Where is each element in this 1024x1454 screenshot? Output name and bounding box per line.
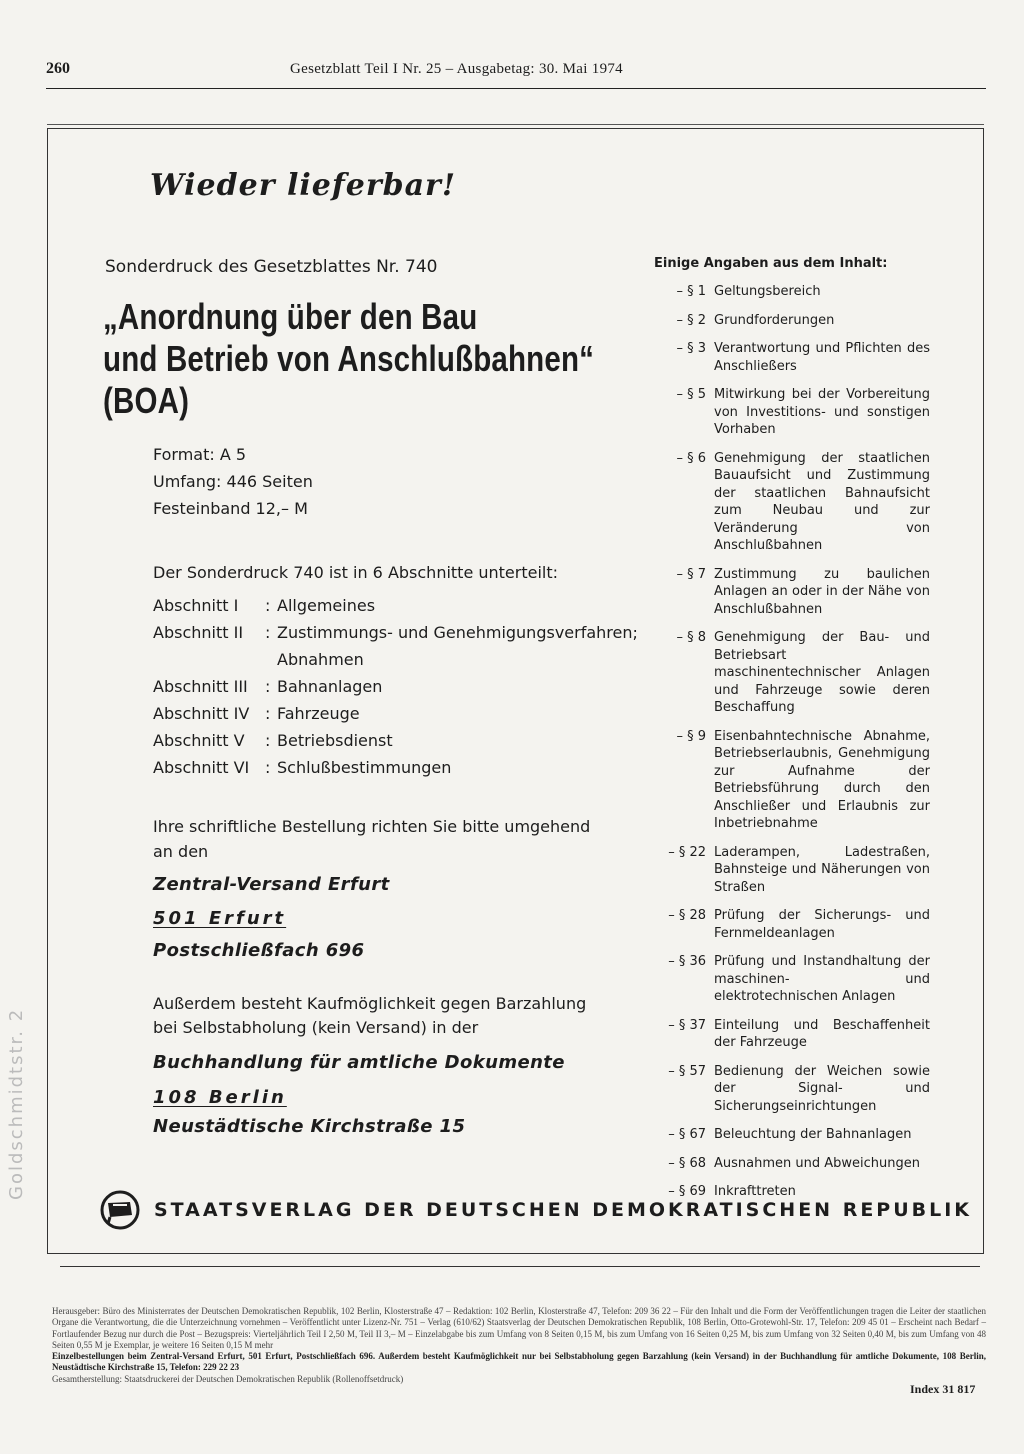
paragraph-title: Prüfung der Sicherungs- und Fernmeldeanlagen [714, 908, 930, 941]
page-number: 260 [46, 60, 70, 77]
contents-item [640, 1017, 930, 1052]
section-text: Zustimmungs- und Genehmigungsverfahren; [277, 623, 638, 642]
imprint-ordering-info: Einzelbestellungen beim Zentral-Versand Erfurt, 501 Erfurt, Postschließfach 696. Außerdem besteht Kaufmöglichkeit nur bei Selbstabholung gegen Barzahlung (kein Versand) in der Buchhandlung für amtliche Dokumente, 108 Berlin, Neustädtische Kirchstraße 15, Telefon: 229 22 23 [52, 1351, 986, 1373]
paragraph-title: Ausnahmen und Abweichungen [714, 1155, 920, 1171]
paragraph-number: – § 3 [676, 341, 706, 356]
special-print-subtitle: Sonderdruck des Gesetzblattes Nr. 740 [105, 257, 438, 277]
contents-item [640, 1063, 930, 1116]
section-sep: : [265, 758, 271, 777]
publisher-line [100, 1190, 972, 1230]
paragraph-title: Bedienung der Weichen sowie der Signal- und Sicherungseinrichtungen [714, 1063, 930, 1114]
paragraph-title: Zustimmung zu baulichen Anlagen an oder in der Nähe von Anschlußbahnen [714, 566, 930, 617]
order-address-city: 501 Erfurt [153, 908, 287, 929]
promo-headline: Wieder lieferbar! [150, 168, 457, 203]
section-row [153, 619, 638, 646]
paragraph-number: – § 36 [668, 954, 706, 969]
section-name: Abschnitt VI [153, 758, 250, 777]
contents-item [640, 312, 930, 330]
order-instructions: Ihre schriftliche Bestellung richten Sie bitte umgehend an den [153, 817, 591, 861]
section-row [153, 700, 638, 727]
section-text: Betriebsdienst [277, 731, 393, 750]
contents-item [640, 1155, 930, 1173]
paragraph-title: Mitwirkung bei der Vorbereitung von Investitions- und sonstigen Vorhaben [714, 387, 930, 437]
paragraph-title: Grundforderungen [714, 312, 835, 328]
paragraph-title: Geltungsbereich [714, 284, 821, 299]
contents-item [640, 340, 930, 375]
paragraph-number: – § 2 [676, 312, 706, 328]
publisher-name: STAATSVERLAG DER DEUTSCHEN DEMOKRATISCHEN REPUBLIK [154, 1199, 973, 1221]
paragraph-number: – § 68 [668, 1155, 706, 1171]
paragraph-number: – § 8 [676, 630, 706, 645]
shop-name: Buchhandlung für amtliche Dokumente [153, 1052, 565, 1073]
paragraph-number: – § 28 [668, 908, 706, 923]
paragraph-number: – § 1 [676, 284, 706, 299]
imprint [52, 1306, 986, 1385]
paragraph-number: – § 5 [676, 387, 706, 402]
contents-item [640, 1126, 930, 1144]
section-row [153, 754, 638, 781]
header-rule [46, 88, 986, 89]
contents-item [640, 283, 930, 301]
section-text: Bahnanlagen [277, 677, 383, 696]
order-address-pobox: Postschließfach 696 [153, 940, 365, 961]
contents-item [640, 953, 930, 1006]
section-name [153, 646, 265, 673]
paragraph-number: – § 57 [668, 1063, 706, 1079]
section-text: Allgemeines [277, 596, 376, 615]
header-title: Gesetzblatt Teil I Nr. 25 – Ausgabetag: 30. Mai 1974 [290, 61, 623, 77]
paragraph-title: Genehmigung der Bau- und Betriebsart maschinentechnischer Anlagen und Fahrzeuge sowie deren Beschaffung [714, 630, 930, 715]
section-text: Schlußbestimmungen [277, 758, 452, 777]
paragraph-title: Verantwortung und Pflichten des Anschließers [714, 341, 930, 374]
section-row [153, 727, 638, 754]
paragraph-number: – § 37 [668, 1017, 706, 1033]
section-sep: : [265, 623, 271, 642]
contents-item [640, 450, 930, 555]
section-name: Abschnitt I [153, 596, 239, 615]
paragraph-number: – § 22 [668, 844, 706, 860]
book-specs [153, 441, 313, 522]
contents-item [640, 386, 930, 439]
paragraph-title: Einteilung und Beschaffenheit der Fahrzeuge [714, 1017, 930, 1050]
index-number: Index 31 817 [910, 1382, 976, 1396]
section-sep: : [265, 677, 271, 696]
section-text: Abnahmen [277, 650, 364, 669]
contents-item [640, 728, 930, 833]
margin-stamp: Goldschmidtstr. 2 [6, 1007, 27, 1200]
paragraph-title: Eisenbahntechnische Abnahme, Betriebserlaubnis, Genehmigung zur Aufnahme der Betriebsführung durch den Anschließer und Erlaubnis zur Inbetriebnahme [714, 728, 930, 831]
sections-intro: Der Sonderdruck 740 ist in 6 Abschnitte unterteilt: [153, 563, 559, 582]
spec-format: Format: A 5 [153, 445, 247, 464]
section-name: Abschnitt V [153, 731, 245, 750]
order-address-name: Zentral-Versand Erfurt [153, 874, 390, 895]
contents-title: Einige Angaben aus dem Inhalt: [654, 256, 888, 271]
sections-list [153, 592, 638, 781]
contents-item [640, 566, 930, 619]
section-row [153, 592, 638, 619]
section-name: Abschnitt III [153, 677, 248, 696]
paragraph-number: – § 67 [668, 1127, 706, 1142]
main-title-line: und Betrieb von Anschlußbahnen“ [103, 338, 595, 379]
paragraph-title: Prüfung und Instandhaltung der maschinen- und elektrotechnischen Anlagen [714, 954, 930, 1004]
section-name: Abschnitt IV [153, 704, 250, 723]
imprint-publisher-info: Herausgeber: Büro des Ministerrates der Deutschen Demokratischen Republik, 102 Berlin, Klosterstraße 47 – Redaktion: 102 Berlin, Klosterstraße 47, Telefon: 209 36 22 – Für den Inhalt und die Form der Veröffentlichungen tragen die Leiter der staatlichen Organe die Verantwortung, die die Unterzeichnung vornehmen – Veröffentlicht unter Lizenz-Nr. 751 – Verlag (610/62) Staatsverlag der Deutschen Demokratischen Republik, 108 Berlin, Otto-Grotewohl-Str. 17, Telefon: 209 45 01 – Erscheint nach Bedarf – Fortlaufender Bezug nur durch die Post – Bezugspreis: Vierteljährlich Teil I 2,50 M, Teil II 3,– M – Einzelabgabe bis zum Umfang von 8 Seiten 0,15 M, bis zum Umfang von 16 Seiten 0,25 M, bis zum Umfang von 32 Seiten 0,40 M, bis zum Umfang von 48 Seiten 0,55 M je Exemplar, je weitere 16 Seiten 0,15 M mehr [52, 1306, 986, 1350]
section-sep: : [265, 704, 271, 723]
section-sep: : [265, 596, 271, 615]
paragraph-number: – § 9 [676, 728, 706, 744]
section-row [153, 673, 638, 700]
paragraph-number: – § 69 [668, 1184, 706, 1199]
contents-item [640, 907, 930, 942]
paragraph-title: Genehmigung der staatlichen Bauaufsicht und Zustimmung der staatlichen Bahnaufsicht zum Neubau und zur Veränderung von Anschlußbahnen [714, 450, 930, 553]
publisher-flag-logo-icon [100, 1190, 140, 1230]
paragraph-title: Inkrafttreten [714, 1184, 796, 1199]
paragraph-title: Laderampen, Ladestraßen, Bahnsteige und Näherungen von Straßen [714, 844, 930, 895]
paragraph-number: – § 6 [676, 450, 706, 466]
contents-item [640, 629, 930, 717]
section-row [153, 646, 638, 673]
footer-rule [60, 1266, 980, 1267]
section-name: Abschnitt II [153, 623, 244, 642]
paragraph-number: – § 7 [676, 566, 706, 582]
purchase-info: Außerdem besteht Kaufmöglichkeit gegen Barzahlung bei Selbstabholung (kein Versand) in der [153, 994, 587, 1037]
shop-city: 108 Berlin [153, 1087, 287, 1108]
shop-street: Neustädtische Kirchstraße 15 [153, 1116, 466, 1137]
spec-price: Festeinband 12,– M [153, 499, 308, 518]
imprint-printer-info: Gesamtherstellung: Staatsdruckerei der Deutschen Demokratischen Republik (Rollenoffsetdruck) [52, 1373, 404, 1384]
section-sep: : [265, 731, 271, 750]
contents-list [640, 283, 930, 1212]
main-title-line: „Anordnung über den Bau [103, 296, 478, 337]
contents-item [640, 844, 930, 897]
spec-extent: Umfang: 446 Seiten [153, 472, 313, 491]
box-top-rule [47, 124, 984, 125]
section-text: Fahrzeuge [277, 704, 360, 723]
main-title [103, 296, 594, 422]
section-sep [265, 646, 277, 673]
main-title-line: (BOA) [103, 380, 190, 421]
paragraph-title: Beleuchtung der Bahnanlagen [714, 1127, 912, 1142]
